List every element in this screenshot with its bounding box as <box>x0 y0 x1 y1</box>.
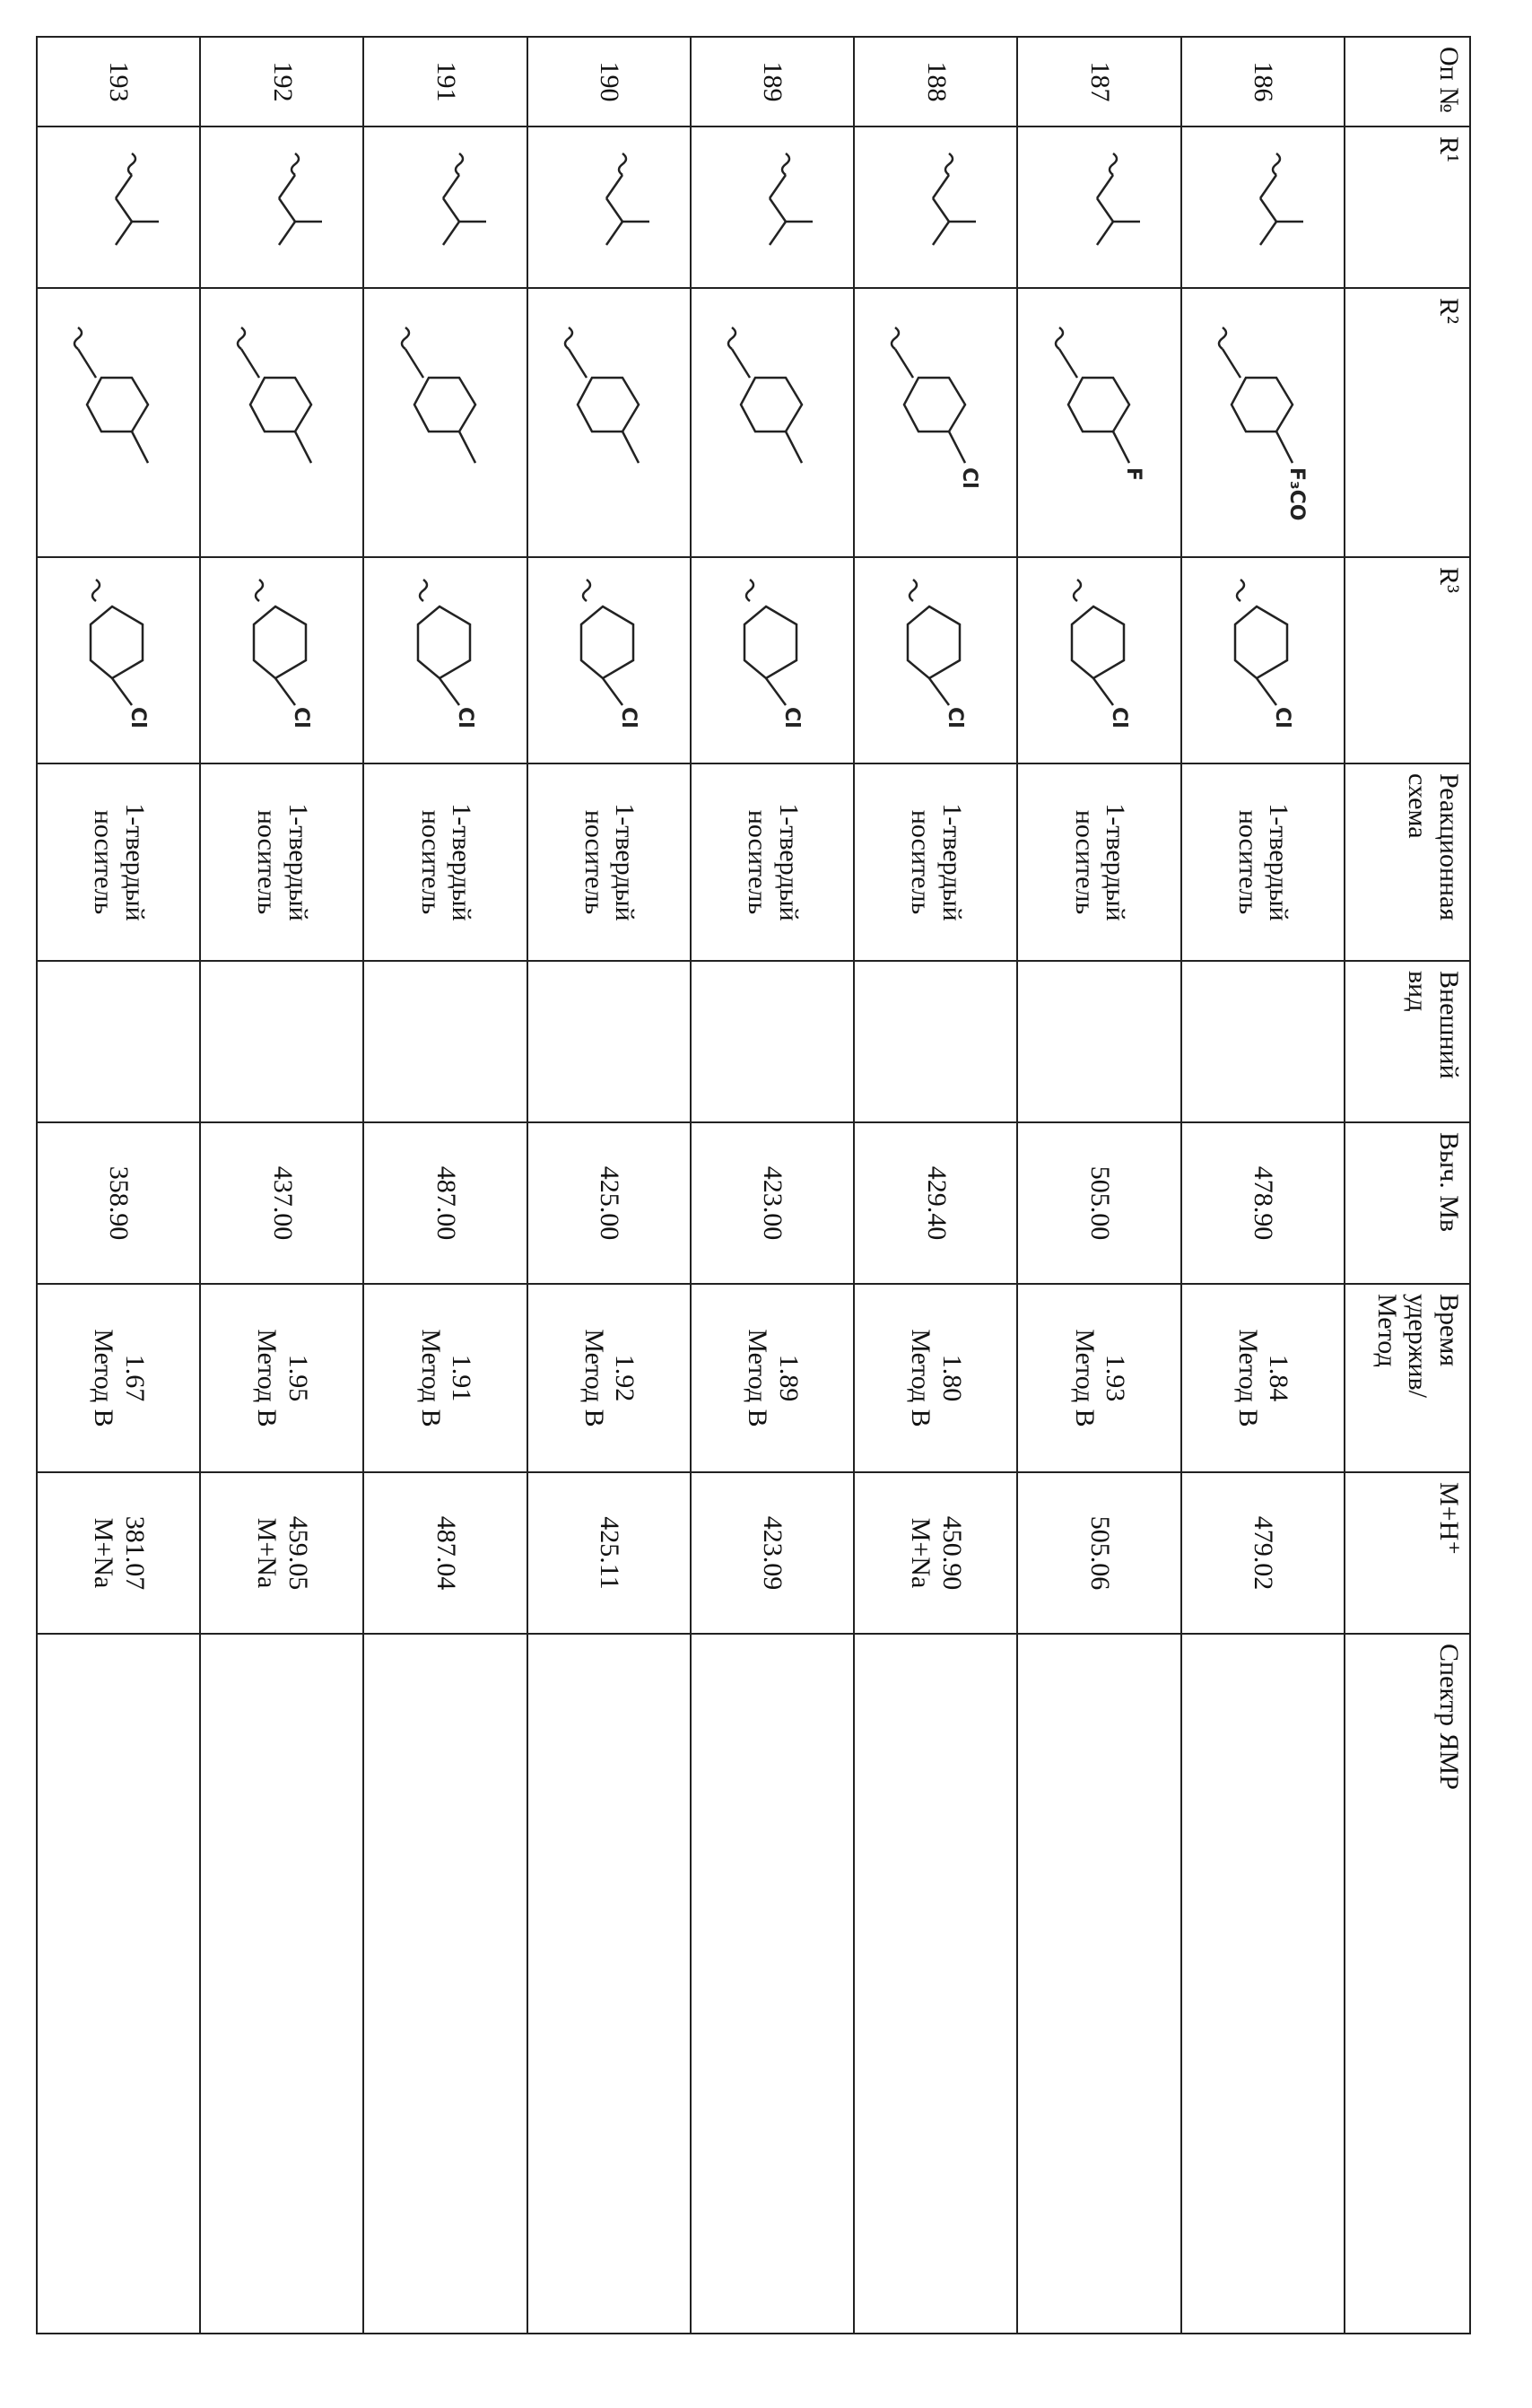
mh-cell <box>37 1472 200 1634</box>
r1-structure <box>854 127 1017 288</box>
op-number: 190 <box>527 37 691 127</box>
retention-time: 1.84 <box>1263 1294 1294 1462</box>
chlorophenyl-structure-icon <box>886 571 985 750</box>
r3-structure <box>854 557 1017 763</box>
r3-structure <box>1018 557 1181 763</box>
retention-cell <box>854 1284 1017 1472</box>
appearance <box>527 961 691 1122</box>
header-mh: M+H⁺ <box>1345 1472 1470 1634</box>
header-scheme: Реакционная схема <box>1345 763 1470 961</box>
header-r1: R¹ <box>1345 127 1470 288</box>
retention-method: Метод В <box>905 1294 936 1462</box>
r2-substituent-label: Cl <box>958 467 980 489</box>
chlorophenyl-structure-icon <box>396 571 495 750</box>
mh-value: 505.06 <box>1084 1482 1115 1624</box>
r3-substituent-label: Cl <box>780 707 803 729</box>
r3-structure <box>364 557 527 763</box>
mh-value: 381.07 <box>118 1482 150 1624</box>
header-mw: Выч. Мв <box>1345 1122 1470 1284</box>
calc-mw: 487.00 <box>364 1122 527 1284</box>
retention-method: Метод В <box>414 1294 446 1462</box>
r2-structure <box>37 288 200 557</box>
reaction-scheme: 1-твердый носитель <box>200 763 363 961</box>
header-r3: R³ <box>1345 557 1470 763</box>
r2-structure <box>1181 288 1345 557</box>
header-op: Оп № <box>1345 37 1470 127</box>
r2-aryl-structure-icon <box>868 315 1003 530</box>
mh-value: 425.11 <box>594 1482 625 1624</box>
table-row <box>364 37 527 2334</box>
nmr-spectrum <box>1181 1634 1345 2334</box>
r1-structure <box>1181 127 1345 288</box>
retention-method: Метод В <box>251 1294 283 1462</box>
appearance <box>364 961 527 1122</box>
table-row <box>37 37 200 2334</box>
chlorophenyl-structure-icon <box>232 571 331 750</box>
reaction-scheme: 1-твердый носитель <box>364 763 527 961</box>
mh-note: M+Na <box>905 1482 936 1624</box>
r2-aryl-structure-icon <box>1196 315 1330 530</box>
mh-note: M+Na <box>88 1482 119 1624</box>
isobutyl-structure-icon <box>69 144 168 270</box>
isobutyl-structure-icon <box>232 144 331 270</box>
r2-structure <box>200 288 363 557</box>
retention-method: Метод В <box>88 1294 119 1462</box>
retention-time: 1.89 <box>772 1294 804 1462</box>
mh-value: 459.05 <box>282 1482 313 1624</box>
mh-cell <box>1018 1472 1181 1634</box>
r1-structure <box>691 127 854 288</box>
retention-method: Метод В <box>1068 1294 1100 1462</box>
mh-value: 450.90 <box>936 1482 967 1624</box>
reaction-scheme: 1-твердый носитель <box>854 763 1017 961</box>
isobutyl-structure-icon <box>886 144 985 270</box>
mh-cell <box>854 1472 1017 1634</box>
r3-structure <box>691 557 854 763</box>
r1-structure <box>527 127 691 288</box>
retention-time: 1.80 <box>936 1294 967 1462</box>
r3-substituent-label: Cl <box>290 707 312 729</box>
appearance <box>691 961 854 1122</box>
isobutyl-structure-icon <box>1050 144 1149 270</box>
calc-mw: 423.00 <box>691 1122 854 1284</box>
mh-cell <box>691 1472 854 1634</box>
retention-time: 1.93 <box>1100 1294 1131 1462</box>
retention-cell <box>1018 1284 1181 1472</box>
r1-structure <box>37 127 200 288</box>
reaction-scheme: 1-твердый носитель <box>691 763 854 961</box>
reaction-scheme: 1-твердый носитель <box>1181 763 1345 961</box>
r3-substituent-label: Cl <box>126 707 149 729</box>
mh-value: 487.04 <box>430 1482 461 1624</box>
mh-cell <box>200 1472 363 1634</box>
mh-value: 423.09 <box>757 1482 788 1624</box>
nmr-spectrum <box>364 1634 527 2334</box>
header-retention: Время удержив/ Метод <box>1345 1284 1470 1472</box>
r2-structure <box>691 288 854 557</box>
op-number: 186 <box>1181 37 1345 127</box>
mh-cell <box>364 1472 527 1634</box>
appearance <box>1018 961 1181 1122</box>
nmr-spectrum <box>1018 1634 1181 2334</box>
r1-structure <box>1018 127 1181 288</box>
appearance <box>200 961 363 1122</box>
nmr-spectrum <box>37 1634 200 2334</box>
header-r2: R² <box>1345 288 1470 557</box>
retention-time: 1.92 <box>609 1294 640 1462</box>
retention-time: 1.91 <box>446 1294 477 1462</box>
r3-substituent-label: Cl <box>944 707 966 729</box>
retention-cell <box>691 1284 854 1472</box>
isobutyl-structure-icon <box>723 144 822 270</box>
chlorophenyl-structure-icon <box>723 571 822 750</box>
appearance <box>854 961 1017 1122</box>
isobutyl-structure-icon <box>560 144 658 270</box>
isobutyl-structure-icon <box>1214 144 1312 270</box>
retention-method: Метод В <box>1232 1294 1263 1462</box>
r2-aryl-structure-icon <box>1032 315 1167 530</box>
calc-mw: 437.00 <box>200 1122 363 1284</box>
calc-mw: 429.40 <box>854 1122 1017 1284</box>
r2-aryl-structure-icon <box>51 315 186 530</box>
r2-aryl-structure-icon <box>379 315 513 530</box>
header-nmr: Спектр ЯМР <box>1345 1634 1470 2334</box>
retention-method: Метод В <box>578 1294 609 1462</box>
chlorophenyl-structure-icon <box>1050 571 1149 750</box>
table-row <box>1018 37 1181 2334</box>
op-number: 187 <box>1018 37 1181 127</box>
calc-mw: 425.00 <box>527 1122 691 1284</box>
mh-note: M+Na <box>251 1482 283 1624</box>
retention-cell <box>364 1284 527 1472</box>
retention-cell <box>527 1284 691 1472</box>
calc-mw: 505.00 <box>1018 1122 1181 1284</box>
r3-structure <box>37 557 200 763</box>
op-number: 192 <box>200 37 363 127</box>
appearance <box>1181 961 1345 1122</box>
retention-cell <box>1181 1284 1345 1472</box>
mh-value: 479.02 <box>1248 1482 1279 1624</box>
rotated-table-wrapper <box>36 36 1471 2333</box>
nmr-spectrum <box>527 1634 691 2334</box>
r2-structure <box>527 288 691 557</box>
chlorophenyl-structure-icon <box>560 571 658 750</box>
compound-data-table <box>36 36 1471 2334</box>
document-page <box>0 0 1532 2408</box>
calc-mw: 358.90 <box>37 1122 200 1284</box>
r2-structure <box>364 288 527 557</box>
header-row <box>1345 37 1470 2334</box>
table-row <box>200 37 363 2334</box>
retention-time: 1.67 <box>118 1294 150 1462</box>
calc-mw: 478.90 <box>1181 1122 1345 1284</box>
nmr-spectrum <box>854 1634 1017 2334</box>
r2-aryl-structure-icon <box>214 315 349 530</box>
header-appearance: Внешний вид <box>1345 961 1470 1122</box>
mh-cell <box>1181 1472 1345 1634</box>
chlorophenyl-structure-icon <box>69 571 168 750</box>
r2-structure <box>1018 288 1181 557</box>
r3-substituent-label: Cl <box>1271 707 1293 729</box>
r3-substituent-label: Cl <box>617 707 640 729</box>
retention-cell <box>37 1284 200 1472</box>
nmr-spectrum <box>200 1634 363 2334</box>
op-number: 188 <box>854 37 1017 127</box>
r2-aryl-structure-icon <box>705 315 840 530</box>
op-number: 191 <box>364 37 527 127</box>
retention-cell <box>200 1284 363 1472</box>
op-number: 189 <box>691 37 854 127</box>
nmr-spectrum <box>691 1634 854 2334</box>
isobutyl-structure-icon <box>396 144 495 270</box>
reaction-scheme: 1-твердый носитель <box>527 763 691 961</box>
r1-structure <box>200 127 363 288</box>
reaction-scheme: 1-твердый носитель <box>37 763 200 961</box>
r2-substituent-label: F <box>1122 467 1145 481</box>
reaction-scheme: 1-твердый носитель <box>1018 763 1181 961</box>
appearance <box>37 961 200 1122</box>
r2-aryl-structure-icon <box>542 315 676 530</box>
table-row <box>691 37 854 2334</box>
r3-structure <box>1181 557 1345 763</box>
retention-method: Метод В <box>742 1294 773 1462</box>
mh-cell <box>527 1472 691 1634</box>
r3-substituent-label: Cl <box>454 707 476 729</box>
r2-substituent-label: F₃CO <box>1285 467 1308 521</box>
r1-structure <box>364 127 527 288</box>
chlorophenyl-structure-icon <box>1214 571 1312 750</box>
table-row <box>854 37 1017 2334</box>
r3-substituent-label: Cl <box>1108 707 1130 729</box>
r2-structure <box>854 288 1017 557</box>
table-row <box>527 37 691 2334</box>
op-number: 193 <box>37 37 200 127</box>
table-row <box>1181 37 1345 2334</box>
retention-time: 1.95 <box>282 1294 313 1462</box>
r3-structure <box>527 557 691 763</box>
r3-structure <box>200 557 363 763</box>
